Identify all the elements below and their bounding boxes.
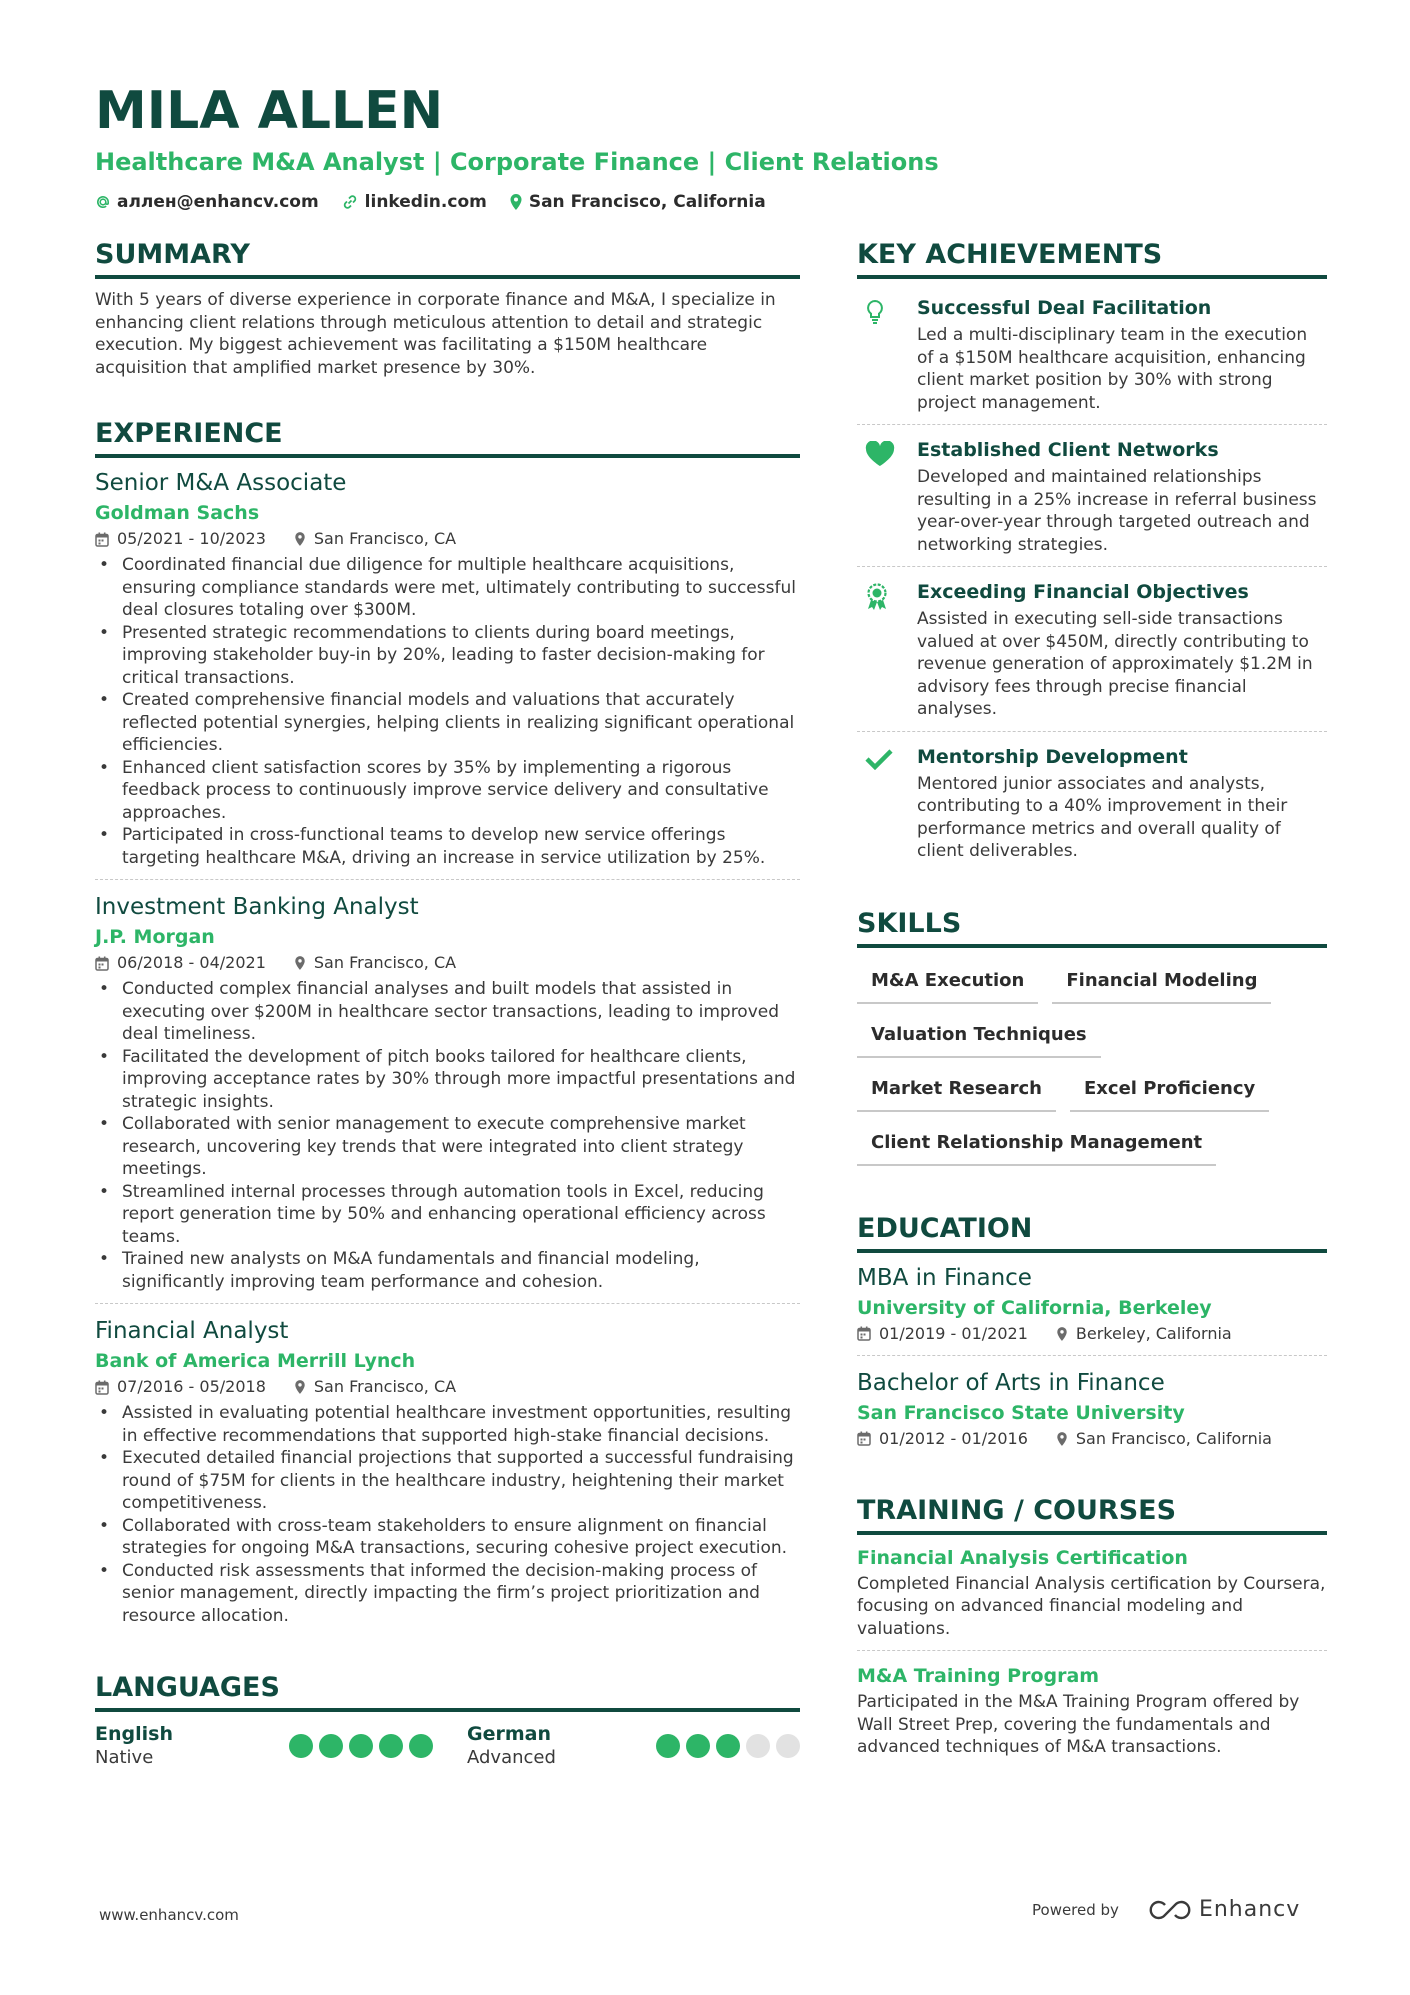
skill-tag: Client Relationship Management	[857, 1120, 1216, 1166]
achievement-desc: Developed and maintained relationships resulting in a 25% increase in referral business year-over-year through targeted outreach and networking strategies.	[917, 467, 1317, 555]
contact-bar	[95, 192, 1325, 212]
job-bullets	[95, 554, 800, 869]
course-desc: Participated in the M&A Training Program offered by Wall Street Prep, covering the fundamentals and advanced techniques of M&A transactions.	[857, 1692, 1300, 1757]
contact-linkedin-text: linkedin.com	[364, 192, 487, 212]
education-meta	[857, 1323, 1327, 1345]
job-bullet: • Enhanced client satisfaction scores by 35% by implementing a rigorous feedback process to continuously improve service delivery and consultative approaches.	[95, 757, 800, 825]
job-bullet: • Assisted in evaluating potential healthcare investment opportunities, resulting in effective recommendations that supported high-stake financial decisions.	[95, 1402, 800, 1447]
map-pin-icon	[294, 1379, 306, 1395]
language-name: German	[467, 1723, 551, 1745]
achievement-title: Exceeding Financial Objectives	[917, 581, 1249, 603]
brand-name: Enhancv	[1198, 1897, 1301, 1922]
calendar-icon	[95, 532, 109, 547]
achievement-desc: Assisted in executing sell-side transactions valued at over $450M, directly contributing to revenue generation of approximately $1.2M in advisory fees through precise financial analyses.	[917, 609, 1313, 719]
job-entry	[95, 1316, 800, 1637]
job-bullet: • Facilitated the development of pitch books tailored for healthcare clients, improving acceptance rates by 30% through more impactful presentations and strategic insights.	[95, 1046, 800, 1114]
candidate-tagline: Healthcare M&A Analyst | Corporate Finance | Client Relations	[95, 148, 939, 176]
rating-dot-filled	[319, 1734, 343, 1758]
achievement-title: Mentorship Development	[917, 745, 1188, 768]
job-dates-text: 05/2021 - 10/2023	[117, 529, 266, 548]
language-name: English	[95, 1723, 173, 1745]
footer-branding	[1032, 1897, 1300, 1922]
job-bullet: • Trained new analysts on M&A fundamentals and financial modeling, significantly improving team performance and cohesion.	[95, 1248, 800, 1293]
language-info	[95, 1722, 173, 1770]
job-dates-text: 07/2016 - 05/2018	[117, 1377, 266, 1396]
rating-dot-empty	[776, 1734, 800, 1758]
job-bullet: • Coordinated financial due diligence for multiple healthcare acquisitions, ensuring compliance standards were met, ultimately contributing to successful deal closures totaling over $300M.	[95, 554, 800, 622]
rating-dot-filled	[349, 1734, 373, 1758]
language-rating	[650, 1734, 800, 1758]
calendar-icon	[857, 1431, 871, 1446]
languages-section	[95, 1671, 800, 1770]
education-heading: EDUCATION	[857, 1212, 1327, 1253]
job-role: Senior M&A Associate	[95, 470, 347, 496]
language-info	[467, 1722, 556, 1770]
education-degree: MBA in Finance	[857, 1264, 1032, 1291]
job-bullets	[95, 1402, 800, 1627]
job-dates	[95, 952, 266, 974]
job-bullet: • Collaborated with cross-team stakeholders to ensure alignment on financial strategies for ongoing M&A transactions, securing cohesive project execution.	[95, 1515, 800, 1560]
education-school: University of California, Berkeley	[857, 1296, 1212, 1319]
education-degree: Bachelor of Arts in Finance	[857, 1369, 1165, 1396]
language-level: Advanced	[467, 1747, 556, 1768]
achievement-body	[917, 295, 1327, 414]
job-bullet: • Executed detailed financial projections that supported a successful fundraising round of $75M for clients in the healthcare industry, heightening their market competitiveness.	[95, 1447, 800, 1515]
contact-linkedin[interactable]	[341, 192, 487, 212]
skills-section	[857, 907, 1327, 1174]
job-meta	[95, 528, 800, 550]
achievements-section	[857, 238, 1327, 873]
job-location-text: San Francisco, CA	[313, 1377, 457, 1396]
job-entry	[95, 892, 800, 1304]
map-pin-icon	[294, 955, 306, 971]
course-title: M&A Training Program	[857, 1665, 1100, 1687]
achievement-body	[917, 579, 1327, 721]
rating-dot-filled	[656, 1734, 680, 1758]
achievement-body	[917, 437, 1327, 556]
lightbulb-icon	[857, 295, 917, 414]
job-bullet: • Streamlined internal processes through automation tools in Excel, reducing report generation time by 50% and enhancing operational efficiency across teams.	[95, 1181, 800, 1249]
skill-tag: Valuation Techniques	[857, 1012, 1101, 1058]
language-rating	[283, 1734, 433, 1758]
education-item	[857, 1263, 1327, 1356]
skill-list	[857, 958, 1327, 1174]
course-title: Financial Analysis Certification	[857, 1546, 1188, 1569]
powered-by-label: Powered by	[1032, 1900, 1119, 1919]
job-location-text: San Francisco, CA	[313, 953, 457, 972]
job-entry	[95, 468, 800, 880]
language-item	[467, 1722, 800, 1770]
job-dates	[95, 528, 266, 550]
skill-tag: M&A Execution	[857, 958, 1038, 1004]
rating-dot-empty	[746, 1734, 770, 1758]
achievement-body	[917, 744, 1327, 863]
job-dates-text: 06/2018 - 04/2021	[117, 953, 266, 972]
experience-heading: EXPERIENCE	[95, 417, 800, 458]
language-item	[95, 1722, 467, 1770]
achievement-item	[857, 738, 1327, 873]
contact-email-text: аллен@enhancv.com	[117, 192, 319, 212]
skill-tag: Financial Modeling	[1052, 958, 1271, 1004]
summary-text: With 5 years of diverse experience in corporate finance and M&A, I specialize in enhancing client relations through meticulous attention to detail and strategic execution. My biggest achievement was facilitating a $150M healthcare acquisition that amplified market presence by 30%.	[95, 290, 776, 378]
job-bullet: • Presented strategic recommendations to clients during board meetings, improving stakeholder buy-in by 20%, leading to faster decision-making for critical transactions.	[95, 622, 800, 690]
link-icon	[341, 193, 359, 211]
contact-location-text: San Francisco, California	[528, 192, 766, 212]
course-item	[857, 1663, 1327, 1769]
map-pin-icon	[509, 193, 523, 211]
job-bullet: • Collaborated with senior management to execute comprehensive market research, uncovering key trends that were integrated into client strategy meetings.	[95, 1113, 800, 1181]
map-pin-icon	[294, 531, 306, 547]
languages-heading: LANGUAGES	[95, 1671, 800, 1712]
job-dates	[95, 1376, 266, 1398]
education-dates-text: 01/2012 - 01/2016	[879, 1428, 1028, 1448]
map-pin-icon	[1056, 1326, 1068, 1342]
job-company: J.P. Morgan	[95, 926, 215, 948]
achievement-item	[857, 289, 1327, 425]
education-location-text: Berkeley, California	[1075, 1323, 1232, 1343]
contact-location	[509, 192, 766, 212]
language-level: Native	[95, 1747, 154, 1768]
course-item	[857, 1545, 1327, 1652]
rating-dot-filled	[716, 1734, 740, 1758]
job-role: Financial Analyst	[95, 1318, 289, 1344]
skill-tag: Excel Proficiency	[1070, 1066, 1269, 1112]
summary-heading: SUMMARY	[95, 238, 800, 279]
skill-tag: Market Research	[857, 1066, 1056, 1112]
job-location-text: San Francisco, CA	[313, 529, 457, 548]
resume-header	[95, 80, 1325, 212]
candidate-name: MILA ALLEN	[95, 81, 444, 141]
calendar-icon	[95, 956, 109, 971]
achievement-title: Successful Deal Facilitation	[917, 297, 1212, 319]
skills-heading: SKILLS	[857, 907, 1327, 948]
achievements-heading: KEY ACHIEVEMENTS	[857, 238, 1327, 279]
job-meta	[95, 952, 800, 974]
education-dates	[857, 1323, 1028, 1345]
job-location	[294, 952, 456, 974]
heart-icon	[857, 437, 917, 556]
job-location	[294, 1376, 456, 1398]
course-desc: Completed Financial Analysis certification by Coursera, focusing on advanced financial modeling and valuations.	[857, 1573, 1326, 1639]
checkmark-icon	[857, 744, 917, 863]
job-company: Bank of America Merrill Lynch	[95, 1350, 416, 1372]
summary-section	[95, 238, 800, 379]
training-section	[857, 1494, 1327, 1769]
map-pin-icon	[1056, 1431, 1068, 1447]
rating-dot-filled	[379, 1734, 403, 1758]
footer-website[interactable]: www.enhancv.com	[99, 1906, 239, 1924]
at-sign-icon	[95, 194, 111, 210]
language-list	[95, 1722, 800, 1770]
job-bullet: • Participated in cross-functional teams to develop new service offerings targeting healthcare M&A, driving an increase in service utilization by 25%.	[95, 824, 800, 869]
calendar-icon	[95, 1380, 109, 1395]
experience-section	[95, 417, 800, 1637]
achievement-item	[857, 431, 1327, 567]
enhancv-logo-icon	[1147, 1899, 1193, 1921]
calendar-icon	[857, 1326, 871, 1341]
education-location	[1056, 1428, 1272, 1450]
rating-dot-filled	[289, 1734, 313, 1758]
contact-email[interactable]	[95, 192, 319, 212]
achievement-title: Established Client Networks	[917, 439, 1219, 461]
rating-dot-filled	[409, 1734, 433, 1758]
job-role: Investment Banking Analyst	[95, 894, 419, 920]
education-school: San Francisco State University	[857, 1401, 1185, 1424]
education-meta	[857, 1428, 1327, 1450]
brand-logo[interactable]	[1147, 1897, 1300, 1922]
job-company: Goldman Sachs	[95, 502, 260, 524]
education-location	[1056, 1323, 1232, 1345]
rating-dot-filled	[686, 1734, 710, 1758]
education-location-text: San Francisco, California	[1075, 1428, 1272, 1448]
award-icon	[857, 579, 917, 721]
education-section	[857, 1212, 1327, 1460]
right-column	[857, 238, 1327, 1807]
job-bullet: • Conducted complex financial analyses and built models that assisted in executing over $200M in healthcare sector transactions, leading to improved deal timeliness.	[95, 978, 800, 1046]
achievement-item	[857, 573, 1327, 732]
job-location	[294, 528, 456, 550]
job-meta	[95, 1376, 800, 1398]
education-dates	[857, 1428, 1028, 1450]
achievement-desc: Mentored junior associates and analysts, contributing to a 40% improvement in their performance metrics and overall quality of client deliverables.	[917, 773, 1288, 861]
education-dates-text: 01/2019 - 01/2021	[879, 1323, 1028, 1343]
job-bullet: • Conducted risk assessments that informed the decision-making process of senior management, directly impacting the firm’s project prioritization and resource allocation.	[95, 1560, 800, 1628]
job-bullets	[95, 978, 800, 1293]
education-item	[857, 1368, 1327, 1460]
achievement-desc: Led a multi-disciplinary team in the execution of a $150M healthcare acquisition, enhancing client market position by 30% with strong project management.	[917, 325, 1308, 413]
training-heading: TRAINING / COURSES	[857, 1494, 1327, 1535]
job-bullet: • Created comprehensive financial models and valuations that accurately reflected potential synergies, helping clients in realizing significant operational efficiencies.	[95, 689, 800, 757]
left-column	[95, 238, 800, 1808]
